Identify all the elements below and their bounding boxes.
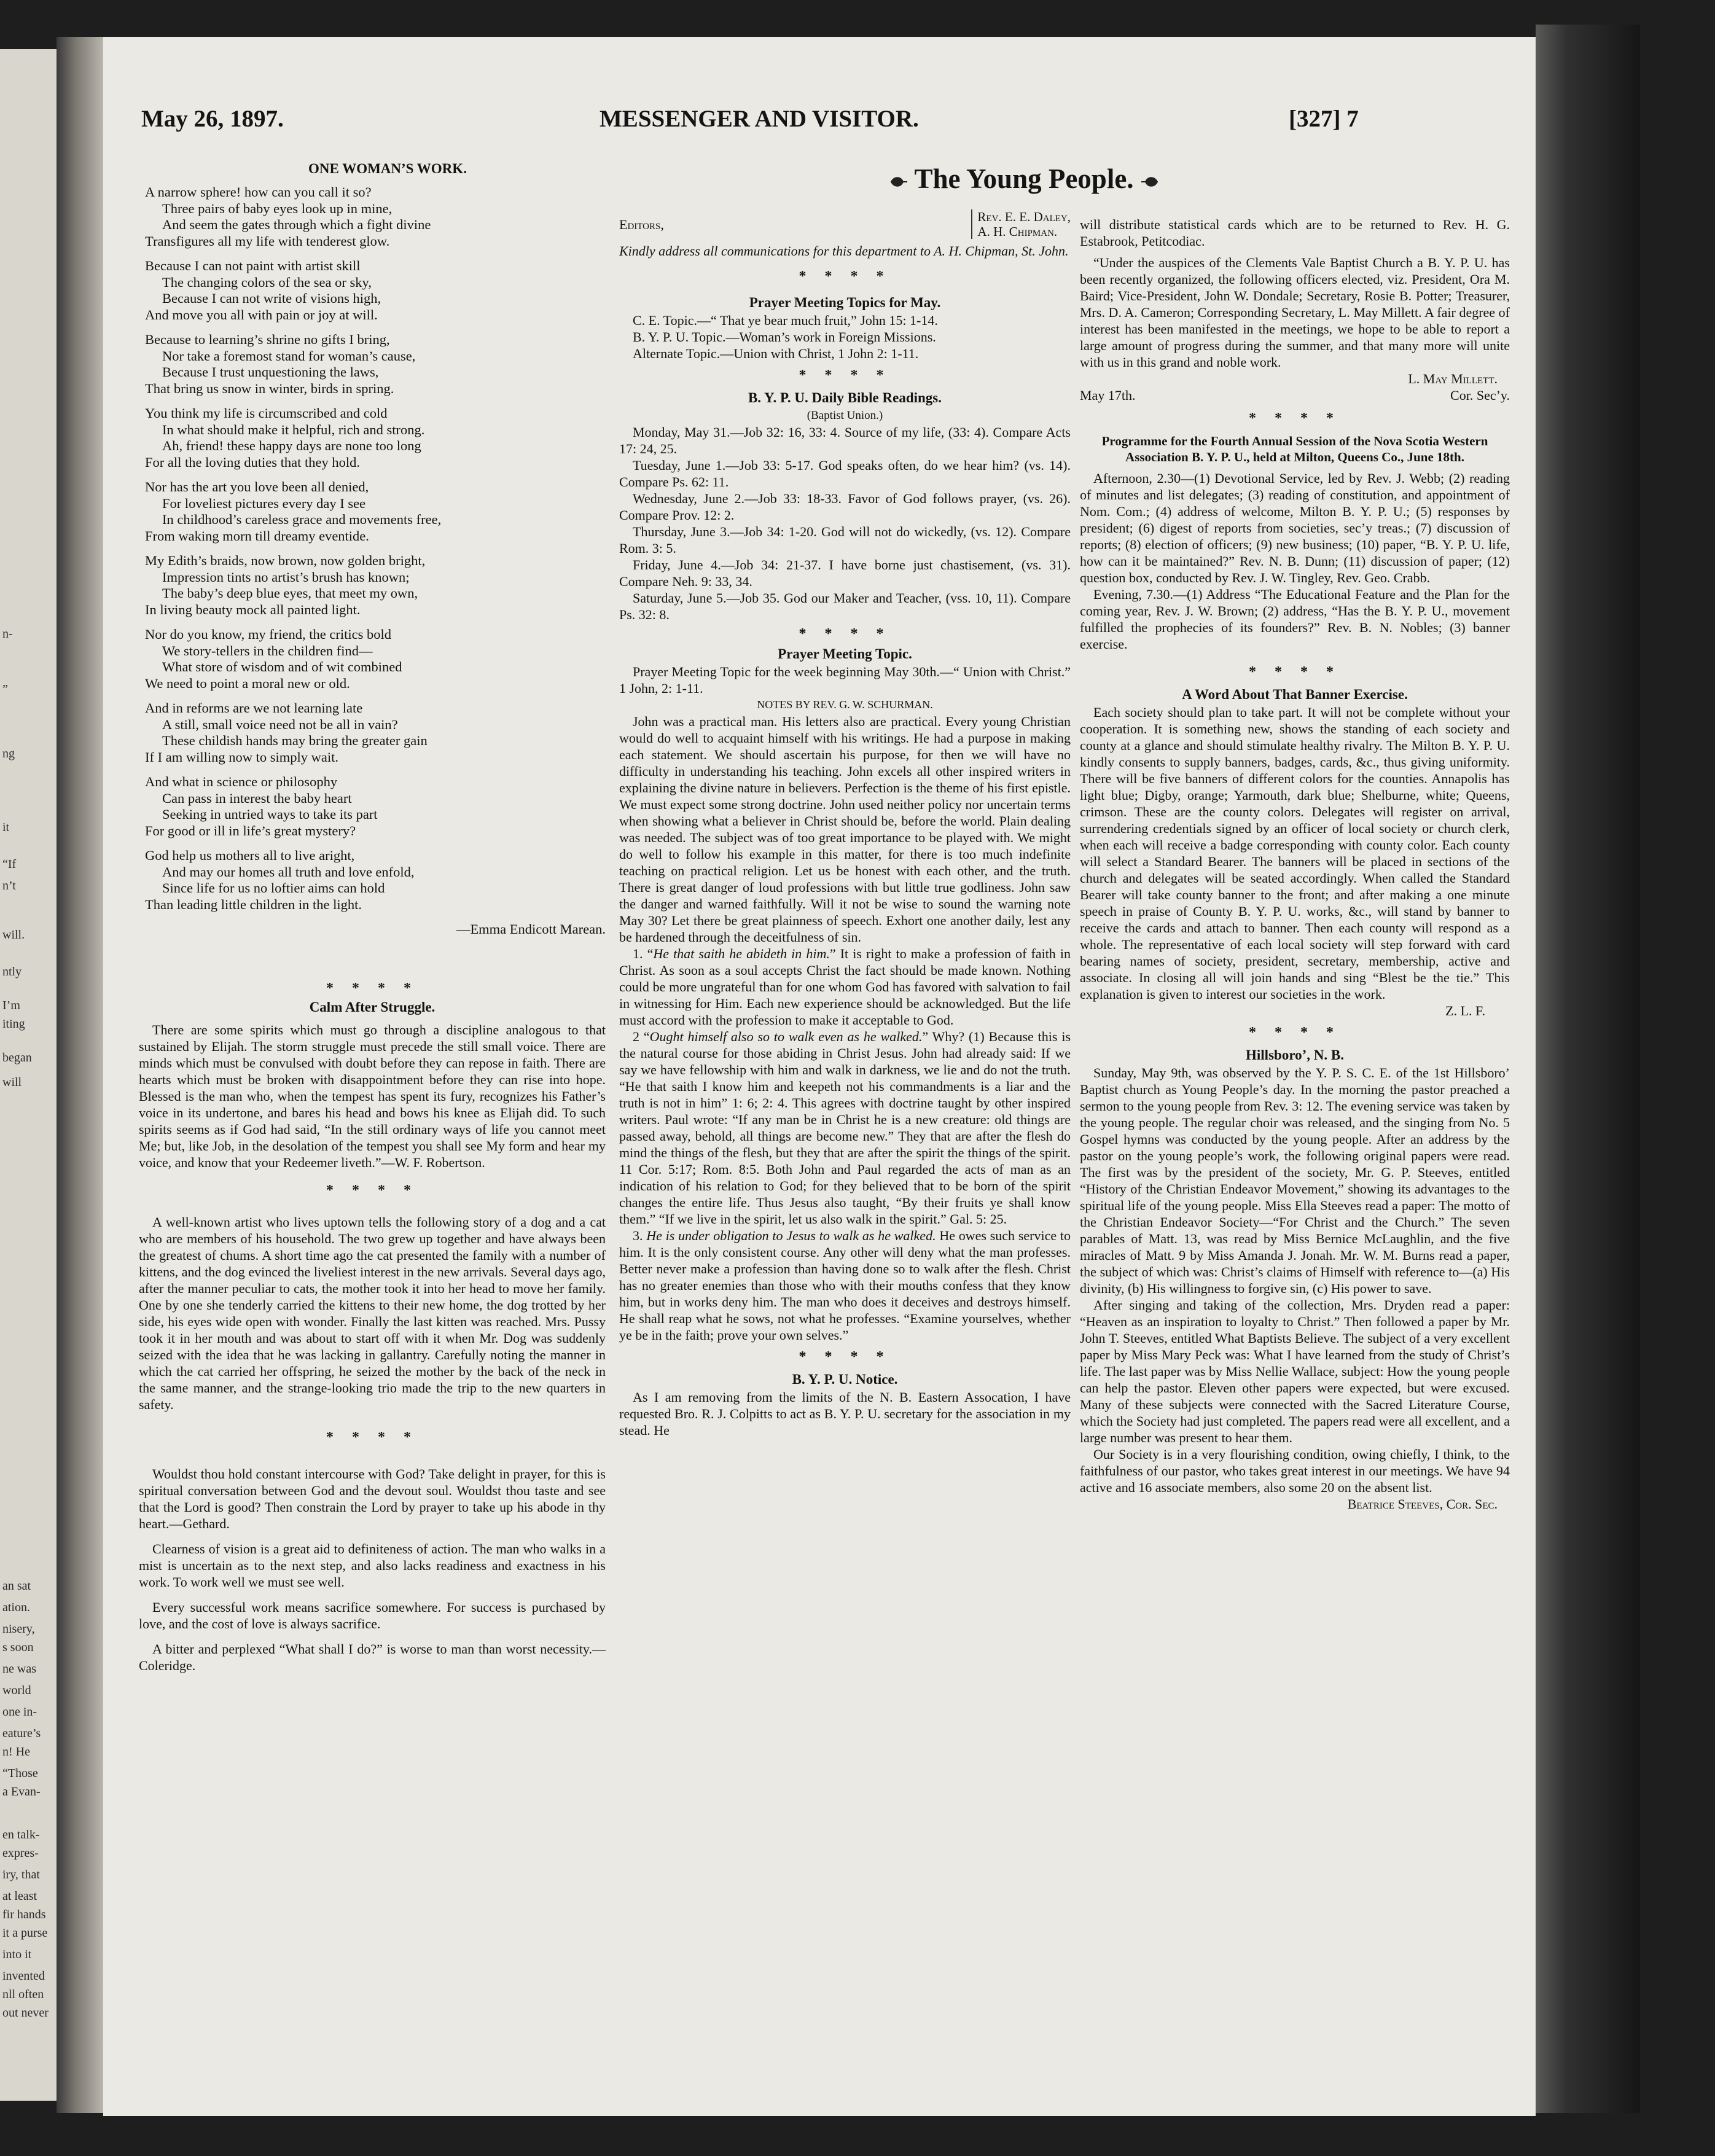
poem-line: Transfigures all my life with tenderest glow. (145, 233, 390, 249)
editors-block (619, 209, 1071, 239)
section-title-text: The Young People. (914, 163, 1134, 194)
editors-names (971, 209, 1071, 239)
poem-line: Nor has the art you love been all denied, (145, 479, 369, 494)
report-title: Cor. Sec’y. (1450, 388, 1510, 403)
editor-name: Rev. E. E. Daley, (977, 209, 1071, 224)
issue-date: May 26, 1897. (141, 106, 284, 132)
readings-subtitle: (Baptist Union.) (807, 409, 883, 422)
poem-stanza (145, 405, 612, 471)
editors-label: Editors, (619, 216, 664, 232)
poem-line: The baby’s deep blue eyes, that meet my own, (162, 585, 418, 601)
poem-line: If I am willing now to simply wait. (145, 749, 338, 765)
separator-stars: * * * * (1249, 664, 1341, 680)
left-page-fragment: n! He (2, 1745, 30, 1759)
separator-stars: * * * * (799, 1349, 891, 1365)
page-number: [327] 7 (1289, 106, 1359, 132)
separator-stars: * * * * (326, 980, 418, 996)
poem-line: Nor take a foremost stand for woman’s cause, (162, 348, 416, 364)
poem-stanzas (145, 184, 612, 913)
separator-stars: * * * * (799, 626, 891, 642)
notice-text: As I am removing from the limits of the N. B. Eastern Assocation, I have requested Bro. R. J. Colpitts to act as B. Y. P. U. secretary for the association in my stead. He (619, 1389, 1071, 1438)
left-page-fragment: into it (2, 1948, 32, 1961)
left-page-fragment: at least (2, 1889, 37, 1903)
notice-title: B. Y. P. U. Notice. (792, 1372, 898, 1387)
reading-line: Wednesday, June 2.—Job 33: 18-33. Favor of God follows prayer, (vs. 26). Compare Prov. 12: 2. (619, 491, 1071, 523)
left-page-fragment: an sat (2, 1579, 31, 1593)
hillsboro-text: Our Society is in a very flourishing condition, owing chiefly, I think, to the faithfulness of our pastor, who takes great interest in our meetings. We have 94 active and 16 associate members, also some 20 on the absent list. (1080, 1447, 1510, 1495)
col1-lower (139, 980, 606, 1674)
poem-title: ONE WOMAN’S WORK. (308, 161, 467, 176)
poem-line: The changing colors of the sea or sky, (162, 274, 372, 290)
hillsboro-title: Hillsboro’, N. B. (1246, 1047, 1344, 1063)
poem-stanza (145, 258, 612, 323)
masthead: MESSENGER AND VISITOR. (600, 106, 919, 132)
report-footer (1080, 387, 1510, 404)
separator-stars: * * * * (1249, 1025, 1341, 1041)
left-page-fragment: it a purse (2, 1926, 48, 1940)
left-page-fragment: will (2, 1076, 22, 1089)
left-page-fragment: n- (2, 627, 13, 641)
left-page-fragment: world (2, 1684, 31, 1697)
separator-stars: * * * * (326, 1182, 418, 1198)
coleridge-quote: A bitter and perplexed “What shall I do?” is worse to man than worst necessity.—Coleridge. (139, 1641, 606, 1673)
banner-signature: Z. L. F. (1445, 1003, 1485, 1018)
left-page-fragment: en talk- (2, 1828, 40, 1842)
left-page-fragment: ation. (2, 1601, 30, 1614)
poem-line: Three pairs of baby eyes look up in mine, (162, 200, 393, 216)
topic-line: C. E. Topic.—“ That ye bear much fruit,” John 15: 1-14. (633, 313, 938, 328)
poem-line: Because to learning’s shrine no gifts I bring, (145, 332, 390, 347)
reading-line: Tuesday, June 1.—Job 33: 5-17. God speaks often, do we hear him? (vs. 14). Compare Ps. 62: 11. (619, 458, 1071, 490)
poem-line: A still, small voice need not be all in vain? (162, 716, 398, 732)
poem-line: For good or ill in life’s great mystery? (145, 822, 356, 838)
left-page-fragment: “Those (2, 1767, 38, 1780)
poem-line: And in reforms are we not learning late (145, 700, 363, 716)
poem-line: Because I can not write of visions high, (162, 291, 381, 306)
separator-stars: * * * * (799, 367, 891, 383)
poem-line: Can pass in interest the baby heart (162, 790, 352, 806)
notice-body (619, 1389, 1071, 1439)
report-date: May 17th. (1080, 388, 1136, 403)
left-page-fragment: ntly (2, 965, 22, 978)
poem-line: We story-tellers in the children find— (162, 643, 373, 658)
left-page-fragment: “If (2, 857, 17, 871)
poem-line: What store of wisdom and of wit combined (162, 659, 402, 674)
topic-paragraph: 3. He is under obligation to Jesus to walk as he walked. He owes such service to him. It is the only consistent course. Any other will deny what the man professes. Better never make a profession than having done so to walk after the flesh. Christ has no greater enemies than those who with their mouths confess that they know him, but in works deny him. The man who does it deceives and destroys himself. He shall reap what he sows, not what he professes. “Examine yourselves, whether ye be in the faith; prove your own selves.” (619, 1228, 1071, 1343)
reading-line: Monday, May 31.—Job 32: 16, 33: 4. Source of my life, (33: 4). Compare Acts 17: 24, 25. (619, 424, 1071, 456)
reading-line: Thursday, June 3.—Job 34: 1-20. God will not do wickedly, (vs. 12). Compare Rom. 3: 5. (619, 524, 1071, 556)
hillsboro-text: After singing and taking of the collection, Mrs. Dryden read a paper: “Heaven as an inspiration to loyalty to Christ.” Then followed a paper by Mr. John T. Steeves, entitled What Baptists Believe. The subject of a very excellent paper by Miss Mary Peck was: What I have learned from the study of Christ’s life. The last paper was by Miss Nellie Wallace, subject: How the young people can help the pastor. Eleven other papers were expected, but were excused. Many of these subjects were connected with the Sacred Literature Course, which the Society had just completed. The papers read were all excellent, and a large number was present to hear them. (1080, 1297, 1510, 1445)
poem-line: Nor do you know, my friend, the critics bold (145, 627, 391, 642)
poem-line: And seem the gates through which a fight divine (162, 217, 431, 232)
poem-stanza (145, 332, 612, 397)
topic-paragraph: 1. “He that saith he abideth in him.” It is right to make a profession of faith in Christ. As soon as a soul accepts Christ the fact should be made known. Nothing could be more ungrateful than for one whom God has favored with salvation to fail in witnessing for Him. Each new experience should be acknowledged. But the life must accord with the profession to make it acceptable to God. (619, 946, 1071, 1028)
poem-line: You think my life is circumscribed and cold (145, 405, 388, 421)
poem-stanza (145, 848, 612, 913)
poem-line: We need to point a moral new or old. (145, 675, 350, 691)
poem-stanza (145, 553, 612, 618)
poem-line: Because I trust unquestioning the laws, (162, 364, 379, 380)
left-page-fragment: iting (2, 1017, 25, 1031)
poem-line: From waking morn till dreamy eventide. (145, 528, 369, 544)
report-signature: L. May Millett. (1408, 371, 1498, 386)
programme-title: Programme for the Fourth Annual Session of the Nova Scotia Western Association B. Y. P. U., held at Milton, Queens Co., June 18th. (1101, 434, 1488, 464)
poem-line: In living beauty mock all painted light. (145, 601, 361, 617)
topic-body (619, 663, 1071, 1343)
poem-line: And move you all with pain or joy at will. (145, 307, 378, 322)
reading-line: Saturday, June 5.—Job 35. God our Maker and Teacher, (vss. 10, 11). Compare Ps. 32: 8. (619, 590, 1071, 622)
poem-line: My Edith’s braids, now brown, now golden bright, (145, 553, 426, 568)
poem-stanza (145, 774, 612, 839)
programme-evening: Evening, 7.30.—(1) Address “The Educational Feature and the Plan for the coming year, Rev. J. W. Brown; (2) address, “Has the B. Y. P. U., movement fulfilled the prophecies of its founders?” Rev. B. N. Nobles; (3) banner exercise. (1080, 587, 1510, 652)
left-page-fragment: n’t (2, 879, 16, 892)
poem-line: These childish hands may bring the greater gain (162, 733, 428, 748)
book-edge (1536, 25, 1640, 2113)
artist-story: A well-known artist who lives uptown tells the following story of a dog and a cat who are members of his household. The two grew up together and have always been the greatest of chums. A short time ago the cat presented the family with a number of kittens, and the dog evinced the liveliest interest in the new arrivals. Several days ago, after the manner peculiar to cats, the mother took it into her head to move her family. One by one she tenderly carried the kittens to their new home, the dog trotted by her side, his eyes wide open with wonder. Finally the last kitten was reached. Mrs. Pussy took it in her mouth and was about to start off with it when Mr. Dog was suddenly seized with the idea that he was lacking in gallantry. Carefully noting the manner in which the cat carried her offspring, he seized the mother by the back of the neck in the same manner, and the strange-looking trio made the trip to the new quarters in safety. (139, 1214, 606, 1412)
topic-title: Prayer Meeting Topic. (778, 646, 912, 662)
readings-list (619, 424, 1071, 623)
banner-title: A Word About That Banner Exercise. (1182, 687, 1408, 702)
left-page-fragment: eature’s (2, 1727, 41, 1740)
prayer-topics-title: Prayer Meeting Topics for May. (749, 295, 941, 310)
poem-stanza (145, 700, 612, 765)
left-page-fragment: one in- (2, 1705, 37, 1719)
left-page-fragment: fir hands (2, 1908, 46, 1921)
leaf-ornament-icon (1141, 175, 1159, 189)
hillsboro-signature: Beatrice Steeves, Cor. Sec. (1347, 1496, 1498, 1512)
left-page-fragment: a Evan- (2, 1785, 41, 1799)
poem-line: Impression tints no artist’s brush has known; (162, 569, 410, 585)
poem-line: And what in science or philosophy (145, 774, 338, 789)
clements-vale-report: “Under the auspices of the Clements Vale Baptist Church a B. Y. P. U. has been recently organized, the following officers elected, viz. President, Ora M. Baird; Vice-President, John W. Dondale; Secretary, Rosie B. Potter; Treasurer, Mrs. D. A. Cameron; Corresponding Secretary, L. May Millett. A fair degree of interest has been manifested in the meetings, we hope to be able to report a large amount of progress during the summer, and that many more will unite with us in this grand and noble work. (1080, 255, 1510, 370)
poem-stanza (145, 184, 612, 249)
left-page-fragment: it (2, 821, 10, 834)
calm-title: Calm After Struggle. (309, 999, 436, 1015)
editor-name: A. H. Chipman. (977, 224, 1058, 239)
hillsboro-text: Sunday, May 9th, was observed by the Y. P. S. C. E. of the 1st Hillsboro’ Baptist church as Young People’s day. In the morning the pastor preached a sermon to the young people from Rev. 3: 12. The evening service was taken by the young people. The regular choir was released, and the singing from No. 5 Gospel hymns was conducted by the young people. After an address by the pastor on the young people’s work, the following original papers were read. The first was by the president of the society, Mr. G. P. Steeves, entitled “History of the Christian Endeavor Movement,” showing its advantages to the spiritual life of the young people. Miss Ella Steeves read a paper: The motto of the Christian Endeavor Society—“For Christ and the Church.” The seven parables of Matt. 13, was read by Miss Bernice McLaughlin, and the five miracles of Matt. 9 by Miss Amanda J. Jonah. Mr. W. M. Burns read a paper, the subject of which was: Christ’s claims of Himself with reference to—(a) His divinity, (b) His willingness to forgive sin, (c) His power to save. (1080, 1065, 1510, 1296)
topic-line: B. Y. P. U. Topic.—Woman’s work in Foreign Missions. (633, 329, 936, 345)
topic-line: Alternate Topic.—Union with Christ, 1 John 2: 1-11. (633, 346, 919, 361)
left-page-fragment: ng (2, 747, 15, 760)
left-page-fragment: ” (2, 682, 8, 696)
reading-line: Friday, June 4.—Job 34: 21-37. I have borne just chastisement, (vs. 31). Compare Neh. 9: 33, 34. (619, 557, 1071, 589)
left-page-strip (0, 49, 57, 2101)
poem-author: —Emma Endicott Marean. (456, 921, 606, 937)
separator-stars: * * * * (326, 1429, 418, 1445)
left-page-fragment: ne was (2, 1662, 36, 1676)
leaf-ornament-icon (889, 175, 908, 189)
poem-one-womans-work (145, 160, 612, 938)
left-page-fragment: out never (2, 2006, 49, 2020)
programme-afternoon: Afternoon, 2.30—(1) Devotional Service, led by Rev. J. Webb; (2) reading of minutes and list delegates; (3) reading of constitution, and appointment of Nom. Com.; (4) address of welcome, Milton B. Y. P. U.; (5) responses by president; (6) digest of reports from societies, sec’y treas.; (7) discussion of reports; (8) election of officers; (9) new business; (10) paper, “B. Y. P. U. life, how can it be maintained?” Rev. N. B. Dunn; (11) discussion of paper; (12) question box, conducted by Rev. J. W. Tingley, Rev. Geo. Crabb. (1080, 471, 1510, 585)
poem-line: Seeking in untried ways to take its part (162, 807, 378, 822)
newspaper-page (103, 37, 1536, 2116)
left-page-fragment: expres- (2, 1846, 39, 1860)
gethard-quote: Wouldst thou hold constant intercourse with God? Take delight in prayer, for this is spiritual conversation between God and the devout soul. Wouldst thou taste and see that the Lord is good? Then constrain the Lord by prayer to take up his abode in thy heart.—Gethard. (139, 1466, 606, 1531)
address-note: Kindly address all communications for this department to A. H. Chipman, St. John. (619, 243, 1069, 259)
poem-line: That bring us snow in winter, birds in spring. (145, 380, 394, 396)
sacrifice-paragraph: Every successful work means sacrifice somewhere. For success is purchased by love, and the cost of love is always sacrifice. (139, 1599, 606, 1631)
notice-continuation: will distribute statistical cards which are to be returned to Rev. H. G. Estabrook, Petitcodiac. (1080, 217, 1510, 249)
prayer-topics-list (619, 312, 1071, 362)
left-page-fragment: nll often (2, 1988, 44, 2001)
poem-stanza (145, 479, 612, 544)
poem-line: In childhood’s careless grace and movements free, (162, 512, 442, 527)
poem-line: For all the loving duties that they hold. (145, 454, 360, 470)
poem-line: In what should make it helpful, rich and strong. (162, 421, 425, 437)
left-page-fragment: s soon (2, 1641, 34, 1654)
separator-stars: * * * * (1249, 410, 1341, 426)
col3 (1080, 216, 1510, 1512)
banner-text: Each society should plan to take part. It will not be complete without your cooperation. It is something new, shows the standing of each society and county at a glance and should stimulate healthy rivalry. The Milton B. Y. P. U. kindly consents to supply banners, badges, cards, &c., thus giving uniformity. There will be five banners of different colors for the counties. Annapolis has light blue; Digby, orange; Yarmouth, dark blue; Shelburne, white; Queens, crimson. These are the county colors. Delegates will register on arrival, surrendering credentials signed by an officer of local society or church clerk, when each will receive a badge corresponding with county color. Each county will select a Standard Bearer. The banners will be placed in sections of the church and delegates will be seated accordingly. When called the Standard Bearer will take county banner to the front; and after making a one minute speech in praise of County B. Y. P. U. works, &c., will stand by banner to receive the cards and attach to banner. Then each county will respond as a whole. The representative of each local society will step forward with card bearing names of society, president, secretary, membership, active and associate. In closing all will join hands and sing “Blest be the tie.” This explanation is given to interest our societies in the work. (1080, 705, 1510, 1002)
topic-paragraph: John was a practical man. His letters also are practical. Every young Christian would do well to acquaint himself with his writings. He had a purpose in making each statement. We should ascertain his purpose, for then we will have no difficulty in understanding his teaching. John excels all other inspired writers in explaining the divine nature in believers. Perfection is the theme of his first epistle. We must expect some strong doctrine. John used neither policy nor uncertain terms when showing what a believer in Christ should be, before the world. Plain dealing was needed. The subject was of too great importance to be played with. We might do well to follow his example in this matter, for there is too much indefinite teaching on practical religion. Let us be honest with each other, and the truth. There is great danger of loud professions with but little true godliness. John saw the danger and warned faithfully. Will it not be wise to sound the warning note May 30? Let there be great plainness of speech. Exhort one another daily, lest any be hardened through the deceitfulness of sin. (619, 714, 1071, 945)
left-page-fragment: iry, that (2, 1868, 40, 1881)
poem-line: Since life for us no loftier aims can hold (162, 880, 385, 896)
poem-line: Because I can not paint with artist skill (145, 258, 361, 273)
calm-text: There are some spirits which must go through a discipline analogous to that sustained by Elijah. The storm struggle must precede the still small voice. There are minds which must be convulsed with doubt before they can repose in faith. There are hearts which must be broken with disappointment before they can rise into hope. Blessed is the man who, when the tempest has spent its fury, recognizes his Father’s voice in its undertone, and bares his head and bows his knee as Elijah did. To such spirits seems as if God had said, “In the still ordinary ways of life you cannot meet Me; but, like Job, in the desolation of the tempest you shall see My form and hear my voice, and know that your Redeemer liveth.”—W. F. Robertson. (139, 1022, 606, 1170)
left-page-fragment: invented (2, 1969, 45, 1983)
book-gutter (57, 37, 103, 2113)
topic-paragraph: 2 “Ought himself also so to walk even as he walked.” Why? (1) Because this is the natural course for those abiding in Christ Jesus. John had already said: If we say we have fellowship with him and walk in darkness, we lie and do not the truth. “He that saith I know him and keepeth not his commandments is a liar and the truth is not in him” 1: 6; 2: 4. This agrees with doctrine taught by other inspired writers. Paul wrote: “If any man be in Christ he is a new creature: old things are passed away, behold, all things are become new.” They that are after the flesh do mind the things of the flesh, but they that are after the spirit the things of the spirit. 11 Cor. 5:17; Rom. 8:5. Both John and Paul regarded the acts of man as an indication of his relation to God; for they believed that to be born of the spirit changes the entire life. Thus Jesus also taught, “By their fruits ye shall know them.” “If we live in the spirit, let us also walk in the spirit.” Gal. 5: 25. (619, 1029, 1071, 1227)
left-page-fragment: I’m (2, 999, 20, 1012)
poem-line: Than leading little children in the light. (145, 896, 362, 912)
poem-line: And may our homes all truth and love enfold, (162, 864, 415, 880)
poem-stanza (145, 627, 612, 692)
left-page-fragment: began (2, 1051, 32, 1064)
clearness-paragraph: Clearness of vision is a great aid to definiteness of action. The man who walks in a mist is uncertain as to the next step, and also lacks readiness and exactness in his work. To work well we must see well. (139, 1541, 606, 1590)
poem-line: For loveliest pictures every day I see (162, 495, 366, 511)
poem-line: Ah, friend! these happy days are none too long (162, 438, 421, 453)
left-page-fragment: will. (2, 928, 25, 942)
readings-title: B. Y. P. U. Daily Bible Readings. (748, 390, 942, 405)
poem-line: God help us mothers all to live aright, (145, 848, 355, 863)
young-people-heading (619, 157, 1134, 209)
poem-line: A narrow sphere! how can you call it so? (145, 184, 372, 200)
section-title (889, 163, 1159, 195)
notes-byline: NOTES BY REV. G. W. SCHURMAN. (757, 698, 933, 711)
topic-intro: Prayer Meeting Topic for the week beginning May 30th.—“ Union with Christ.” 1 John, 2: 1-11. (619, 664, 1071, 696)
left-page-fragment: nisery, (2, 1622, 35, 1636)
separator-stars: * * * * (799, 268, 891, 284)
